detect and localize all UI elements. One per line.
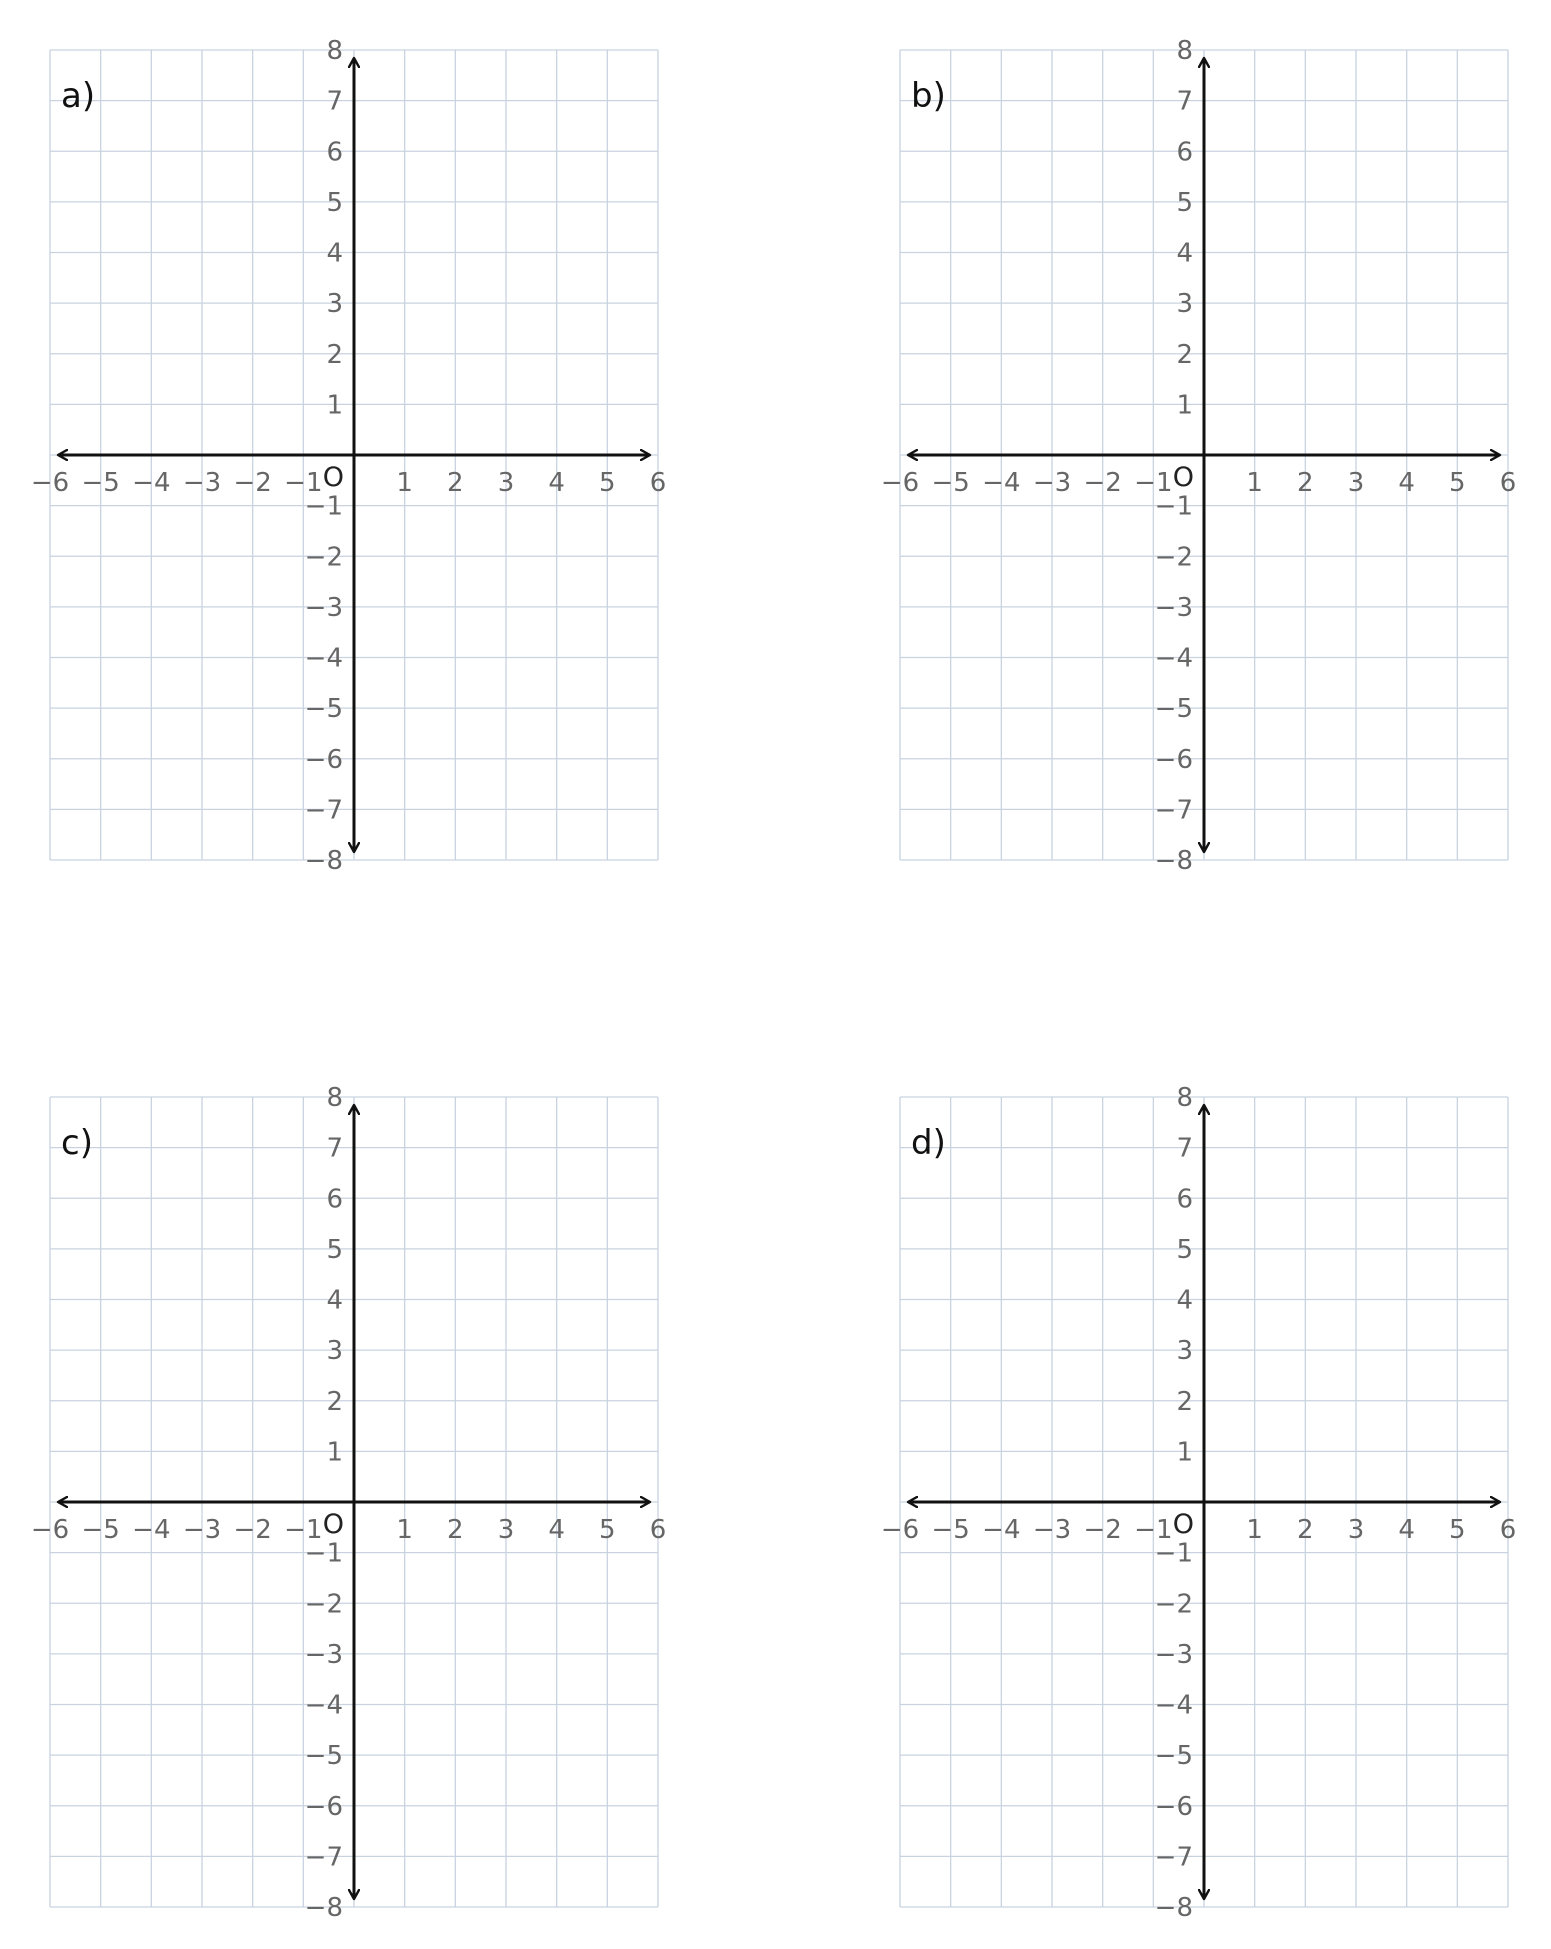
x-tick-label: 2 (1297, 1515, 1314, 1545)
y-tick-label: −7 (1154, 795, 1193, 826)
y-tick-label: 2 (1176, 339, 1193, 370)
y-tick-label: −5 (1154, 1741, 1193, 1772)
x-tick-label: 4 (1398, 1515, 1415, 1545)
panel-label: a) (61, 76, 96, 116)
y-tick-label: −2 (304, 542, 343, 573)
y-tick-label: 7 (1176, 1133, 1193, 1164)
y-tick-label: 8 (1176, 36, 1193, 66)
y-tick-label: 4 (326, 238, 343, 269)
y-tick-label: −2 (1154, 542, 1193, 573)
x-tick-label: 6 (649, 468, 667, 498)
y-tick-label: −3 (1154, 592, 1193, 623)
x-tick-label: −5 (81, 468, 120, 498)
x-tick-label: −3 (1032, 1515, 1072, 1545)
y-tick-label: 1 (1176, 1437, 1193, 1468)
x-tick-label: −4 (982, 1515, 1021, 1545)
y-tick-label: 8 (326, 1083, 343, 1113)
panel-label: d) (911, 1123, 946, 1163)
x-tick-label: 6 (1499, 1515, 1517, 1545)
x-tick-label: −5 (81, 1515, 120, 1545)
x-tick-label: −3 (182, 1515, 222, 1545)
y-tick-label: −4 (1154, 643, 1193, 674)
y-tick-label: 1 (326, 1437, 343, 1468)
x-tick-label: −6 (880, 468, 920, 498)
y-tick-label: 4 (1176, 1285, 1193, 1316)
y-tick-label: −8 (304, 1893, 343, 1923)
x-tick-label: −2 (233, 468, 272, 498)
x-tick-label: 1 (1246, 1515, 1263, 1545)
x-tick-label: −4 (132, 468, 171, 498)
y-tick-label: −3 (304, 1639, 343, 1670)
y-tick-label: 6 (1176, 137, 1193, 168)
y-tick-label: −6 (1154, 744, 1193, 775)
x-tick-label: 3 (1347, 1515, 1365, 1545)
x-tick-label: 2 (447, 468, 464, 498)
x-tick-label: 3 (497, 1515, 515, 1545)
y-tick-label: 2 (326, 339, 343, 370)
y-tick-label: 5 (326, 1234, 343, 1265)
x-tick-label: 5 (1449, 468, 1466, 498)
grid-panel-c (31, 1083, 666, 1923)
x-tick-label: −5 (931, 1515, 970, 1545)
x-tick-label: 1 (396, 468, 413, 498)
x-tick-label: 2 (447, 1515, 464, 1545)
y-tick-label: 7 (326, 86, 343, 117)
y-tick-label: 2 (1176, 1386, 1193, 1417)
x-tick-label: 3 (1347, 468, 1365, 498)
y-tick-label: 6 (326, 1184, 343, 1215)
x-tick-label: −4 (982, 468, 1021, 498)
x-tick-label: −6 (30, 468, 70, 498)
y-tick-label: 5 (1176, 187, 1193, 218)
x-tick-label: 3 (497, 468, 515, 498)
y-tick-label: 3 (1176, 1336, 1193, 1367)
y-tick-label: 8 (326, 36, 343, 66)
y-tick-label: 6 (326, 137, 343, 168)
x-tick-label: 5 (599, 1515, 616, 1545)
x-tick-label: 6 (1499, 468, 1517, 498)
y-tick-label: 6 (1176, 1184, 1193, 1215)
y-tick-label: −6 (1154, 1791, 1193, 1822)
y-tick-label: −6 (304, 744, 343, 775)
x-tick-label: 2 (1297, 468, 1314, 498)
x-tick-label: −2 (1083, 468, 1122, 498)
x-tick-label: 5 (599, 468, 616, 498)
x-tick-label: −6 (30, 1515, 70, 1545)
y-tick-label: −2 (1154, 1589, 1193, 1620)
y-tick-label: −1 (1154, 491, 1193, 522)
y-tick-label: −5 (304, 1741, 343, 1772)
x-tick-label: −1 (1134, 1515, 1173, 1545)
origin-label: O (322, 462, 344, 493)
x-tick-label: 6 (649, 1515, 667, 1545)
x-tick-label: 1 (1246, 468, 1263, 498)
y-tick-label: −4 (304, 1690, 343, 1721)
y-tick-label: −2 (304, 1589, 343, 1620)
x-tick-label: 4 (1398, 468, 1415, 498)
y-tick-label: −8 (1154, 1893, 1193, 1923)
panel-label: c) (61, 1123, 93, 1163)
y-tick-label: −4 (304, 643, 343, 674)
x-tick-label: −1 (284, 1515, 323, 1545)
y-tick-label: 5 (326, 187, 343, 218)
x-tick-label: −3 (182, 468, 222, 498)
y-tick-label: −5 (304, 694, 343, 725)
x-tick-label: 4 (548, 1515, 565, 1545)
y-tick-label: 3 (326, 1336, 343, 1367)
y-tick-label: 3 (326, 289, 343, 320)
x-tick-label: −4 (132, 1515, 171, 1545)
y-tick-label: 1 (1176, 390, 1193, 421)
x-tick-label: 1 (396, 1515, 413, 1545)
y-tick-label: 4 (1176, 238, 1193, 269)
panel-label: b) (911, 76, 946, 116)
y-tick-label: 1 (326, 390, 343, 421)
x-tick-label: −6 (880, 1515, 920, 1545)
y-tick-label: 2 (326, 1386, 343, 1417)
y-tick-label: 3 (1176, 289, 1193, 320)
origin-label: O (1172, 1509, 1194, 1540)
y-tick-label: −7 (304, 795, 343, 826)
y-tick-label: 8 (1176, 1083, 1193, 1113)
y-tick-label: −6 (304, 1791, 343, 1822)
y-tick-label: −1 (304, 491, 343, 522)
x-tick-label: −2 (233, 1515, 272, 1545)
y-tick-label: −7 (304, 1842, 343, 1873)
y-tick-label: −4 (1154, 1690, 1193, 1721)
origin-label: O (1172, 462, 1194, 493)
x-tick-label: 4 (548, 468, 565, 498)
x-tick-label: −1 (284, 468, 323, 498)
y-tick-label: −3 (304, 592, 343, 623)
x-tick-label: 5 (1449, 1515, 1466, 1545)
y-tick-label: −1 (304, 1538, 343, 1569)
y-tick-label: −1 (1154, 1538, 1193, 1569)
x-tick-label: −5 (931, 468, 970, 498)
y-tick-label: −3 (1154, 1639, 1193, 1670)
y-tick-label: 4 (326, 1285, 343, 1316)
y-tick-label: −7 (1154, 1842, 1193, 1873)
y-tick-label: 7 (326, 1133, 343, 1164)
y-tick-label: −5 (1154, 694, 1193, 725)
y-tick-label: −8 (304, 846, 343, 876)
x-tick-label: −1 (1134, 468, 1173, 498)
grid-panel-b (881, 36, 1516, 876)
y-tick-label: 7 (1176, 86, 1193, 117)
grid-panel-a (31, 36, 666, 876)
x-tick-label: −2 (1083, 1515, 1122, 1545)
y-tick-label: −8 (1154, 846, 1193, 876)
y-tick-label: 5 (1176, 1234, 1193, 1265)
x-tick-label: −3 (1032, 468, 1072, 498)
origin-label: O (322, 1509, 344, 1540)
grid-panel-d (881, 1083, 1516, 1923)
